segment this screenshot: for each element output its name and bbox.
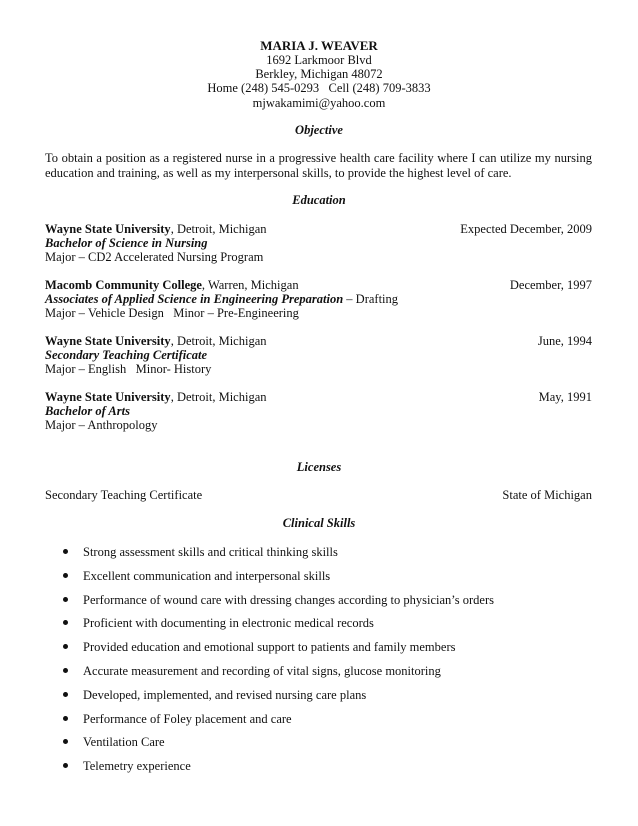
skill-text: Proficient with documenting in electronic medical records xyxy=(83,616,374,631)
list-item xyxy=(63,688,603,712)
skill-text: Accurate measurement and recording of vital signs, glucose monitoring xyxy=(83,663,441,678)
education-heading: Education xyxy=(292,193,346,207)
list-item xyxy=(63,759,603,783)
education-entry xyxy=(45,222,592,264)
list-item xyxy=(63,664,603,688)
bullet-icon xyxy=(63,763,68,768)
license-state: State of Michigan xyxy=(502,488,592,502)
education-entry xyxy=(45,390,592,432)
candidate-name: MARIA J. WEAVER xyxy=(260,38,378,53)
bullet-icon xyxy=(63,573,68,578)
major-line: Major – Vehicle Design Minor – Pre-Engineering xyxy=(45,306,299,320)
list-item xyxy=(63,616,603,640)
education-date: May, 1991 xyxy=(538,390,592,404)
major-line: Major – Anthropology xyxy=(45,418,158,432)
license-row xyxy=(45,488,592,502)
list-item xyxy=(63,569,603,593)
skill-text: Developed, implemented, and revised nursing care plans xyxy=(83,687,367,702)
list-item xyxy=(63,640,603,664)
clinical-skills-list xyxy=(63,545,603,783)
clinical-skills-heading: Clinical Skills xyxy=(282,516,356,530)
bullet-icon xyxy=(63,620,68,625)
skill-text: Provided education and emotional support to patients and family members xyxy=(83,640,456,655)
education-date: December, 1997 xyxy=(509,278,592,292)
degree-name: Bachelor of Science in Nursing xyxy=(45,236,208,250)
address-line-2: Berkley, Michigan 48072 xyxy=(255,67,383,82)
list-item xyxy=(63,712,603,736)
degree-line xyxy=(45,292,592,306)
school-location: , Detroit, Michigan xyxy=(170,222,267,236)
major-line: Major – CD2 Accelerated Nursing Program xyxy=(45,250,264,264)
degree-name: Associates of Applied Science in Engineering Preparation xyxy=(45,292,344,306)
skill-text: Telemetry experience xyxy=(83,759,191,774)
education-date: June, 1994 xyxy=(537,334,592,348)
license-name: Secondary Teaching Certificate xyxy=(45,488,203,502)
school-name: Wayne State University xyxy=(45,390,171,404)
skill-text: Strong assessment skills and critical thinking skills xyxy=(83,545,338,559)
school-name: Macomb Community College xyxy=(45,278,202,292)
bullet-icon xyxy=(63,739,68,744)
school-location: , Detroit, Michigan xyxy=(170,390,267,404)
skill-text: Performance of Foley placement and care xyxy=(83,711,292,726)
degree-name: Secondary Teaching Certificate xyxy=(45,348,208,362)
email-address: mjwakamimi@yahoo.com xyxy=(252,95,386,110)
list-item xyxy=(63,593,603,617)
bullet-icon xyxy=(63,597,68,602)
address-line-1: 1692 Larkmoor Blvd xyxy=(266,53,372,67)
list-item xyxy=(63,545,603,569)
bullet-icon xyxy=(63,692,68,697)
school-location: , Warren, Michigan xyxy=(201,278,299,292)
objective-text: To obtain a position as a registered nurse in a progressive health care facility where I can utilize my nursing education and training, as well as my interpersonal skills, to provide the highest level of care. xyxy=(45,151,592,180)
licenses-heading: Licenses xyxy=(296,460,342,474)
skill-text: Performance of wound care with dressing changes according to physician’s orders xyxy=(83,592,494,607)
school-line xyxy=(45,222,592,236)
major-line: Major – English Minor- History xyxy=(45,362,212,376)
school-line xyxy=(45,390,592,404)
education-entry xyxy=(45,278,592,320)
bullet-icon xyxy=(63,644,68,649)
school-name: Wayne State University xyxy=(45,222,171,236)
objective-heading: Objective xyxy=(295,123,343,137)
degree-line xyxy=(45,404,592,418)
school-location: , Detroit, Michigan xyxy=(170,334,267,348)
bullet-icon xyxy=(63,716,68,721)
skill-text: Excellent communication and interpersonal skills xyxy=(83,568,331,583)
degree-line xyxy=(45,236,592,250)
degree-name: Bachelor of Arts xyxy=(45,404,130,418)
degree-line xyxy=(45,348,592,362)
education-entry xyxy=(45,334,592,376)
skill-text: Ventilation Care xyxy=(83,735,165,750)
bullet-icon xyxy=(63,549,68,554)
school-name: Wayne State University xyxy=(45,334,171,348)
resume-header xyxy=(0,38,638,110)
school-line xyxy=(45,334,592,348)
list-item xyxy=(63,735,603,759)
bullet-icon xyxy=(63,668,68,673)
school-line xyxy=(45,278,592,292)
degree-suffix: – Drafting xyxy=(343,292,399,306)
education-date: Expected December, 2009 xyxy=(460,222,592,236)
phone-numbers: Home (248) 545-0293 Cell (248) 709-3833 xyxy=(207,81,431,96)
